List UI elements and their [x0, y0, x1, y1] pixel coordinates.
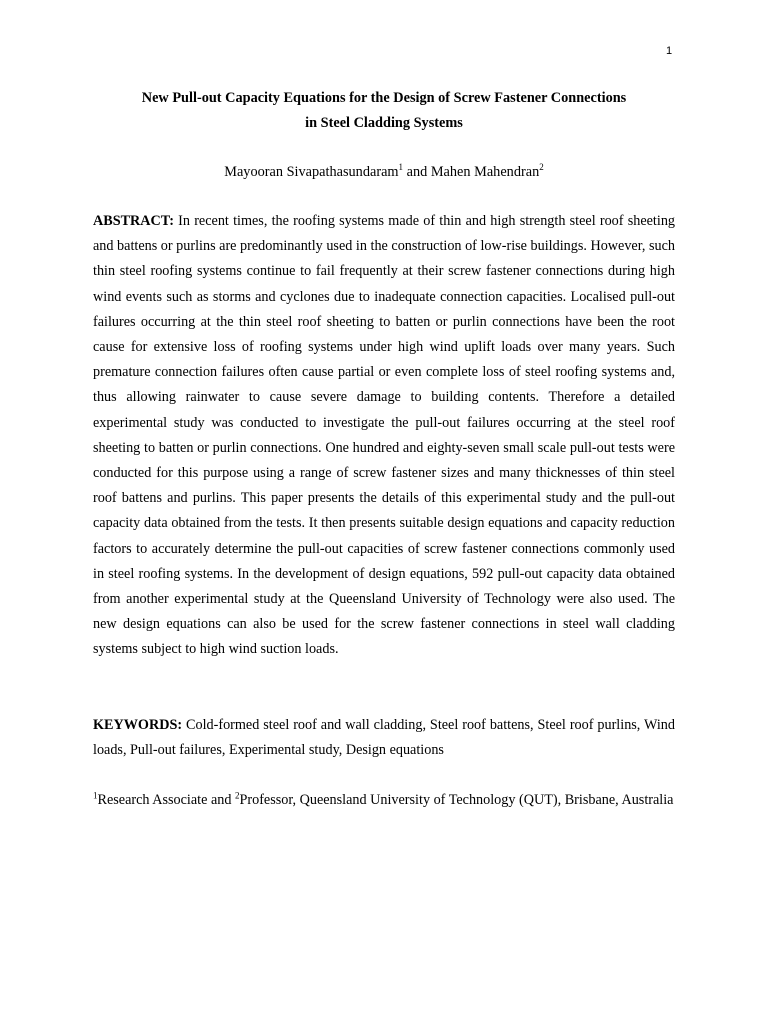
paper-title-line-2: in Steel Cladding Systems: [305, 115, 463, 131]
author-line: [80, 160, 688, 185]
page-number: 1: [666, 45, 673, 57]
abstract-text: In recent times, the roofing systems made of thin and high strength steel roof sheeting and battens or purlins are predominantly used in the construction of low-rise buildings. However, such thin steel roofing systems continue to fail frequently at their screw fastener connections during high wind events such as storms and cyclones due to inadequate connection capacities. Localised pull-out failures occurring at the thin steel roof sheeting to batten or purlin connections have been the root cause for extensive loss of roofing systems under high wind uplift loads over many years. Such premature connection failures often cause partial or even complete loss of steel roofing systems and, thus allowing rainwater to cause severe damage to building contents. Therefore a detailed experimental study was conducted to investigate the pull-out failures occurring at the steel roof sheeting to batten or purlin connections. One hundred and eighty-seven small scale pull-out tests were conducted for this purpose using a range of screw fastener sizes and many thicknesses of thin steel roof battens and purlins. This paper presents the details of this experimental study and the pull-out capacity data obtained from the tests. It then presents suitable design equations and capacity reduction factors to accurately determine the pull-out capacities of screw fastener connections commonly used in steel roofing systems. In the development of design equations, 592 pull-out capacity data obtained from another experimental study at the Queensland University of Technology were also used. The new design equations can also be used for the screw fastener connections in steel wall cladding systems subject to high wind suction loads.: [93, 213, 676, 658]
paper-title: [80, 86, 688, 136]
keywords-paragraph: [93, 713, 675, 763]
author-1-affiliation-marker: 1: [398, 162, 404, 173]
affiliation-marker-1: 1: [93, 790, 98, 801]
author-1-name: Mayooran Sivapathasundaram: [224, 164, 399, 180]
affiliation-text-2: Professor, Queensland University of Technology (QUT), Brisbane, Australia: [239, 792, 674, 808]
affiliation-text-1: Research Associate and: [97, 792, 235, 808]
keywords-text: Cold-formed steel roof and wall cladding, Steel roof battens, Steel roof purlins, Wind loads, Pull-out failures, Experimental study, Design equations: [93, 717, 675, 759]
author-conjunction: and: [403, 164, 431, 180]
author-2-affiliation-marker: 2: [539, 162, 544, 173]
affiliation-note: [93, 788, 675, 813]
affiliation-marker-2: 2: [235, 790, 240, 801]
abstract-paragraph: [93, 209, 675, 663]
abstract-label: ABSTRACT:: [93, 213, 174, 229]
author-2-name: Mahen Mahendran: [430, 164, 540, 180]
keywords-label: KEYWORDS:: [93, 717, 183, 733]
paper-title-line-1: New Pull-out Capacity Equations for the Design of Screw Fastener Connections: [141, 90, 627, 106]
